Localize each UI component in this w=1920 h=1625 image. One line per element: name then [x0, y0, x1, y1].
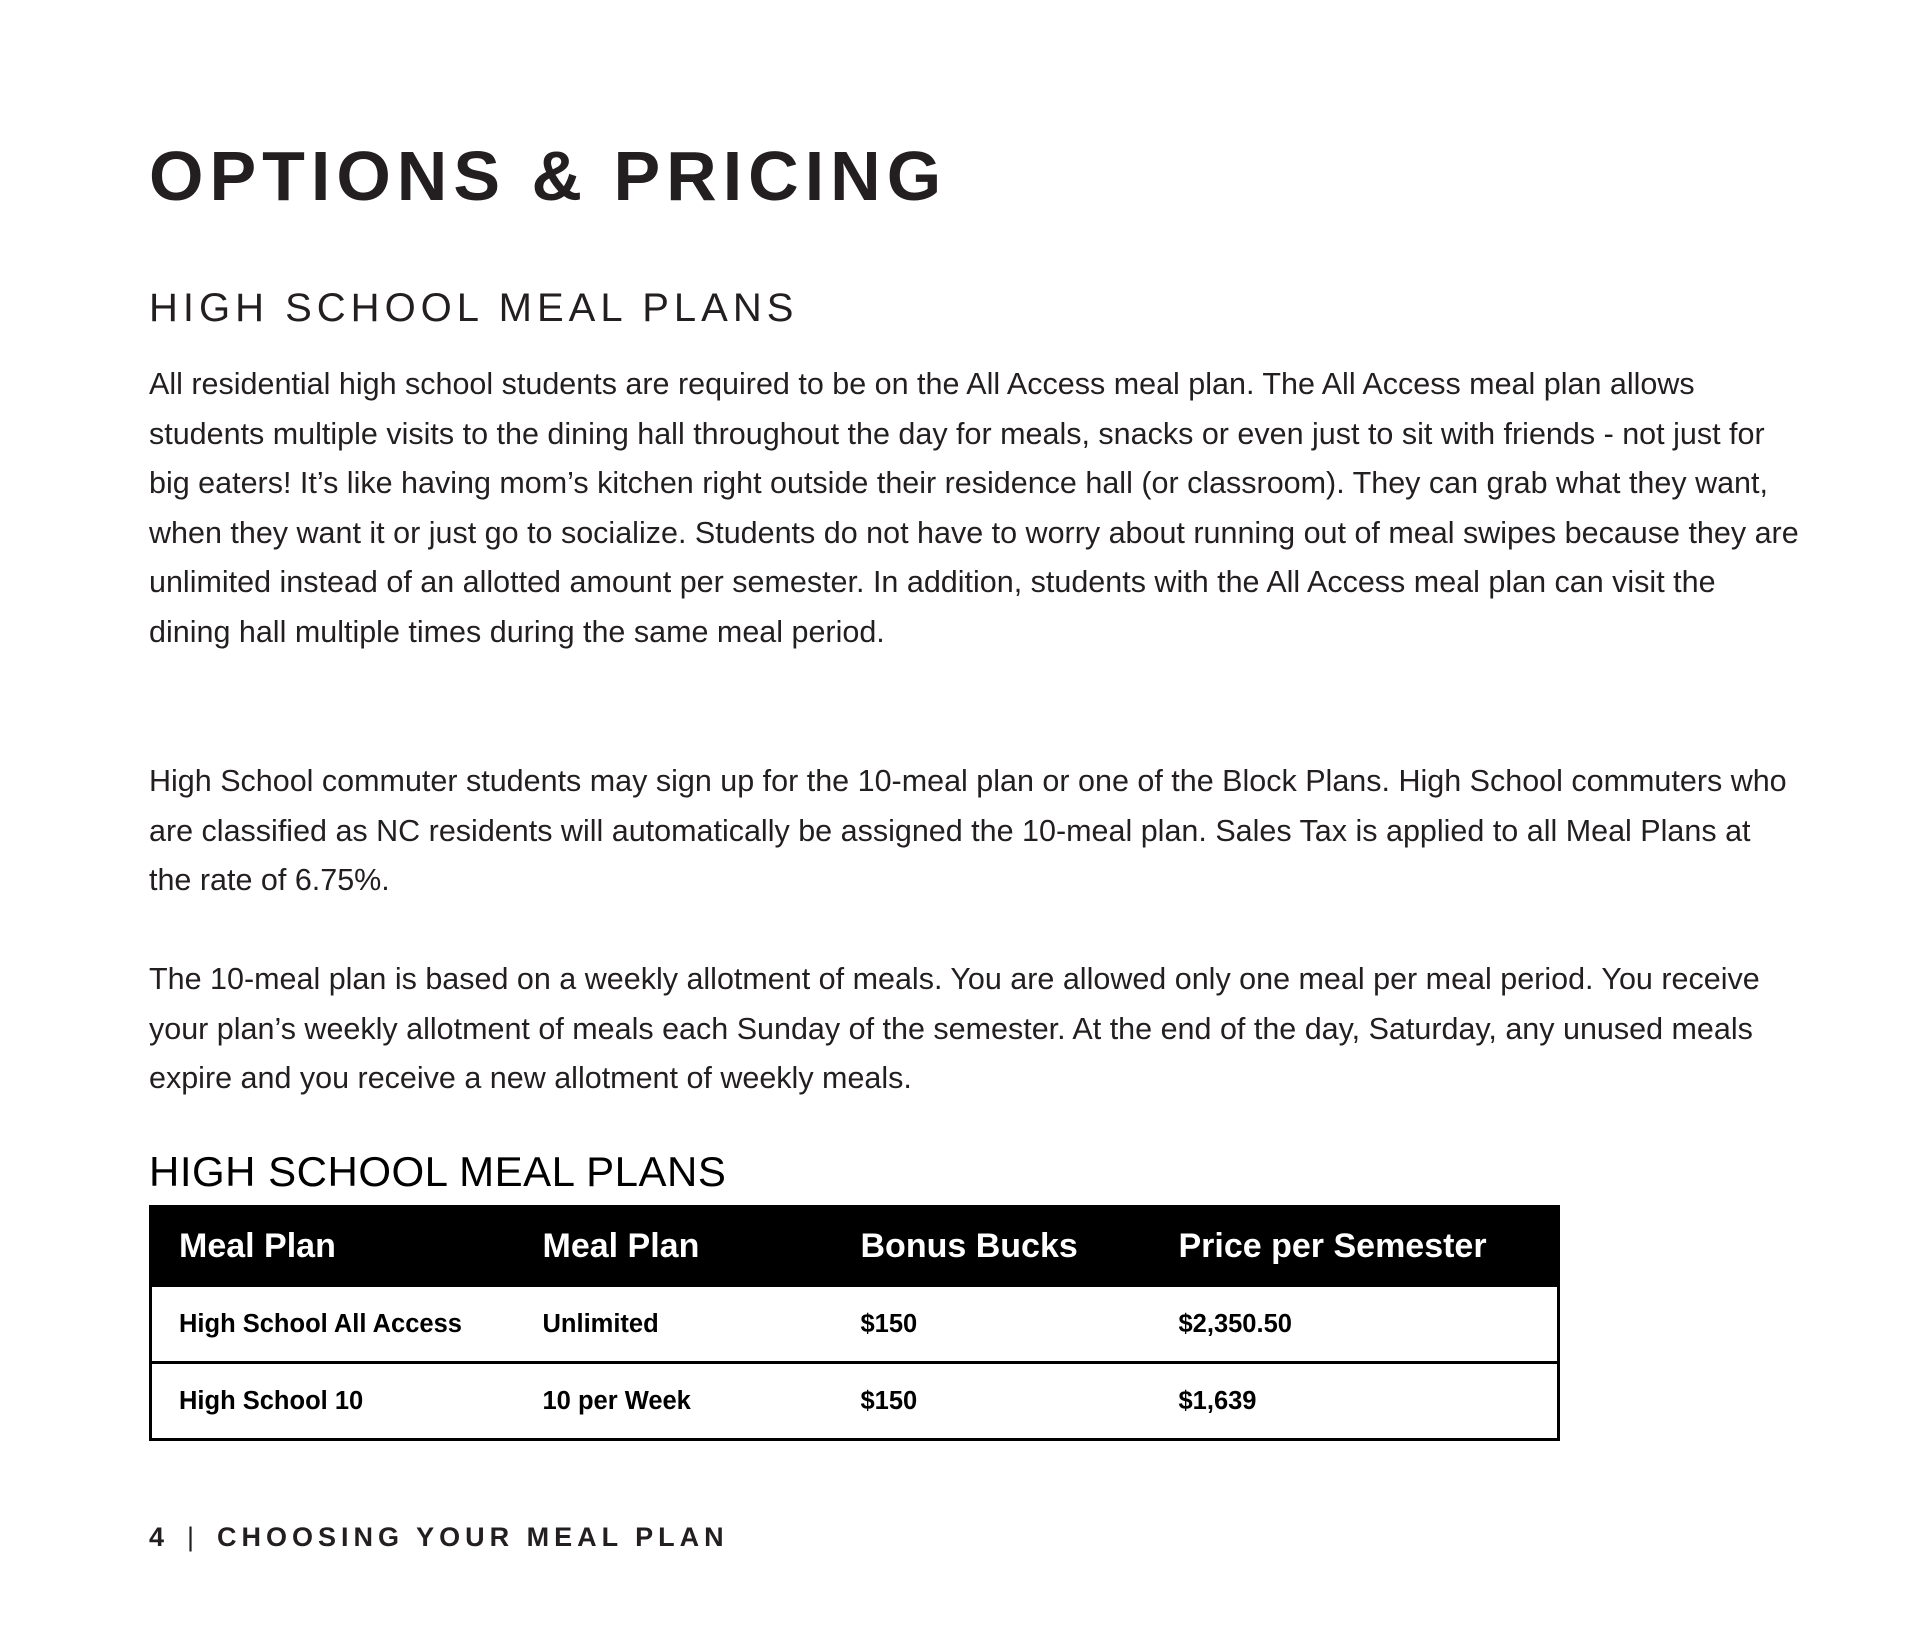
footer-separator: |: [187, 1522, 200, 1552]
table-heading: HIGH SCHOOL MEAL PLANS: [149, 1148, 727, 1195]
cell-bonus-bucks: $150: [834, 1363, 1152, 1440]
table-row: [151, 1363, 1559, 1440]
paragraph-10-meal-plan: The 10-meal plan is based on a weekly allotment of meals. You are allowed only one meal per meal period. You receive your plan’s weekly allotment of meals each Sunday of the semester. At the end of the day, Saturday, any unused meals expire and you receive a new allotment of weekly meals.: [149, 962, 1760, 1096]
cell-plan-name: High School All Access: [151, 1286, 516, 1363]
cell-bonus-bucks: $150: [834, 1286, 1152, 1363]
column-header-meal-plan-type: Meal Plan: [516, 1207, 834, 1286]
paragraph-commuter: High School commuter students may sign up for the 10-meal plan or one of the Block Plans. High School commuters who are classified as NC residents will automatically be assigned the 10-meal plan. Sales Tax is applied to all Meal Plans at the rate of 6.75%.: [149, 764, 1787, 898]
meal-plan-table: [149, 1205, 1560, 1441]
cell-meals: 10 per Week: [516, 1363, 834, 1440]
table-row: [151, 1286, 1559, 1363]
cell-price: $2,350.50: [1152, 1286, 1559, 1363]
table-body: [151, 1286, 1559, 1440]
cell-plan-name: High School 10: [151, 1363, 516, 1440]
page-number: 4: [149, 1522, 170, 1552]
column-header-price: Price per Semester: [1152, 1207, 1559, 1286]
table-header-row: [151, 1207, 1559, 1286]
paragraph-residential: All residential high school students are required to be on the All Access meal plan. The All Access meal plan allows students multiple visits to the dining hall throughout the day for meals, snacks or even just to sit with friends - not just for big eaters! It’s like having mom’s kitchen right outside their residence hall (or classroom). They can grab what they want, when they want it or just go to socialize. Students do not have to worry about running out of meal swipes because they are unlimited instead of an allotted amount per semester. In addition, students with the All Access meal plan can visit the dining hall multiple times during the same meal period.: [149, 367, 1799, 649]
cell-meals: Unlimited: [516, 1286, 834, 1363]
column-header-bonus-bucks: Bonus Bucks: [834, 1207, 1152, 1286]
page-footer: [149, 1522, 729, 1553]
section-heading: HIGH SCHOOL MEAL PLANS: [149, 286, 799, 330]
footer-label: CHOOSING YOUR MEAL PLAN: [217, 1522, 729, 1552]
cell-price: $1,639: [1152, 1363, 1559, 1440]
column-header-meal-plan: Meal Plan: [151, 1207, 516, 1286]
page-title: OPTIONS & PRICING: [149, 137, 948, 215]
table-header: [151, 1207, 1559, 1286]
